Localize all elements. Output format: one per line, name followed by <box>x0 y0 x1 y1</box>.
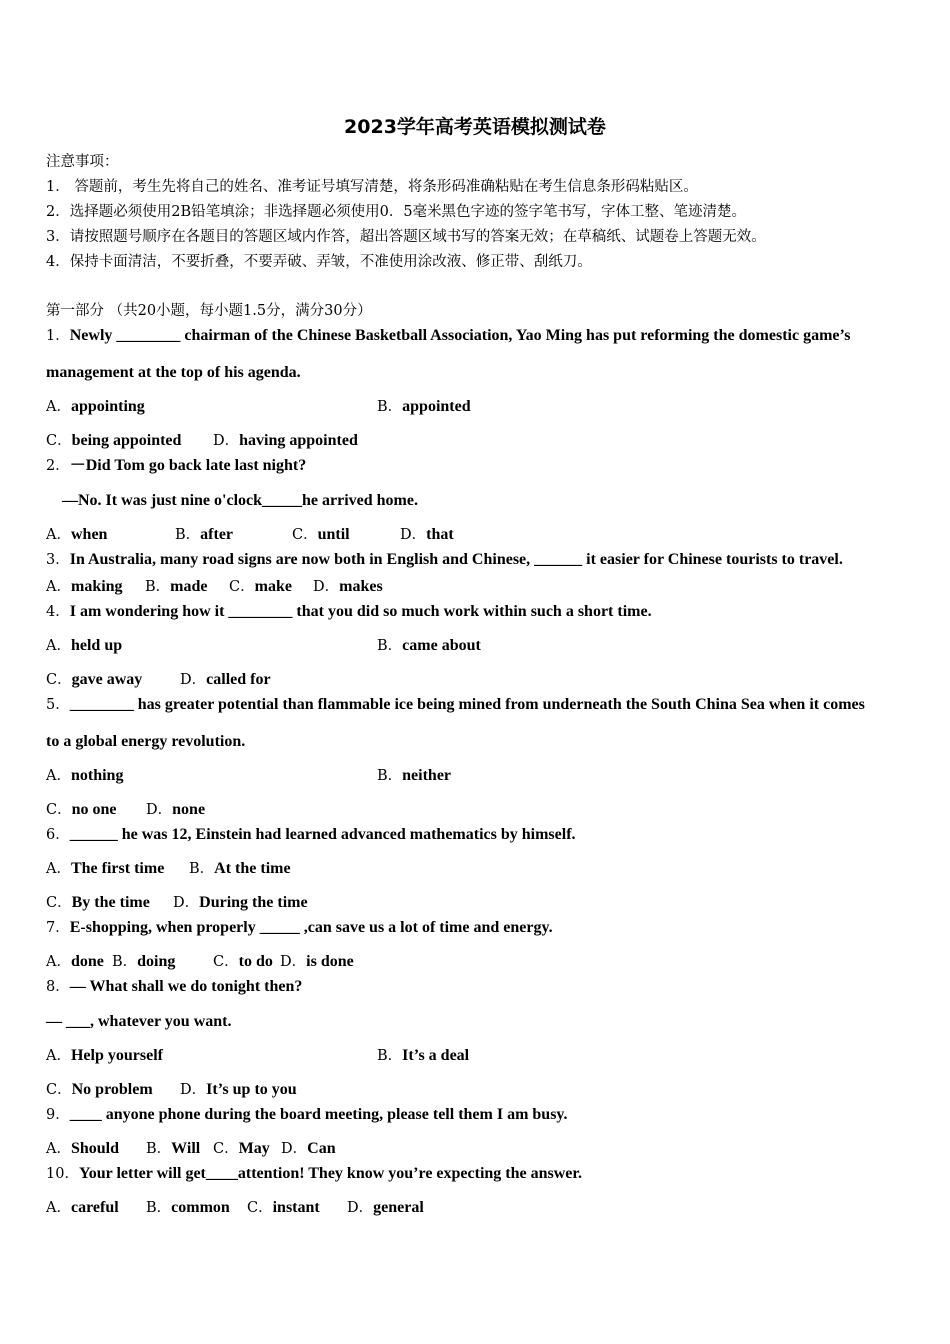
option-b: B．after <box>175 526 234 543</box>
notice-item: 1． 答题前，考生先将自己的姓名、准考证号填写清楚，将条形码准确粘贴在考生信息条形码粘贴区。 <box>46 179 698 195</box>
option-b: B．neither <box>377 767 452 784</box>
option-a: A．The first time <box>46 860 165 877</box>
option-b: B．came about <box>377 637 481 654</box>
question-2-stem <box>46 456 306 476</box>
question-text: Your letter will get____attention! They know you’re expecting the answer. <box>78 1165 583 1182</box>
question-9-stem <box>46 1105 568 1125</box>
question-number: 4． <box>46 604 70 620</box>
option-d: D．general <box>347 1199 424 1216</box>
question-10-stem <box>46 1164 582 1184</box>
option-a: A．appointing <box>46 398 145 415</box>
option-b: B．doing <box>112 953 176 970</box>
question-3-stem <box>46 550 843 570</box>
notice-item: 3．请按照题号顺序在各题目的答题区域内作答，超出答题区域书写的答案无效；在草稿纸、试题卷上答题无效。 <box>46 229 766 245</box>
option-d: D．having appointed <box>213 432 358 449</box>
question-1-stem <box>46 326 850 346</box>
notice-heading: 注意事项： <box>46 154 119 170</box>
question-8-stem <box>46 977 302 997</box>
question-text: to a global energy revolution. <box>46 733 246 750</box>
option-c: C．make <box>229 578 292 595</box>
question-text: ______ he was 12, Einstein had learned advanced mathematics by himself. <box>69 826 576 843</box>
option-c: C．to do <box>213 953 273 970</box>
option-b: B．common <box>146 1199 230 1216</box>
option-d: D．called for <box>180 671 271 688</box>
option-b: B．made <box>145 578 208 595</box>
option-a: A．Help yourself <box>46 1047 163 1064</box>
option-b: B．appointed <box>377 398 471 415</box>
question-4-stem <box>46 602 652 622</box>
option-c: C．By the time <box>46 894 150 911</box>
question-text: －Did Tom go back late last night? <box>69 457 307 474</box>
question-number: 10． <box>46 1166 79 1182</box>
option-c: C．no one <box>46 801 117 818</box>
question-text: E-shopping, when properly _____ ,can save us a lot of time and energy. <box>69 919 553 936</box>
question-5-stem <box>46 695 865 715</box>
question-6-stem <box>46 825 576 845</box>
notice-item: 2．选择题必须使用2B铅笔填涂；非选择题必须使用0．5毫米黑色字迹的签字笔书写，字体工整、笔迹清楚。 <box>46 204 747 220</box>
question-text: management at the top of his agenda. <box>46 364 301 381</box>
option-a: A．Should <box>46 1140 120 1157</box>
option-b: B．At the time <box>189 860 291 877</box>
option-c: C．gave away <box>46 671 143 688</box>
question-number: 1． <box>46 328 70 344</box>
question-text: — ___, whatever you want. <box>46 1013 232 1030</box>
question-text: In Australia, many road signs are now both in English and Chinese, ______ it easier for Chinese tourists to travel. <box>69 551 843 568</box>
question-number: 2． <box>46 458 70 474</box>
question-text: —No. It was just nine o'clock_____he arrived home. <box>62 492 418 509</box>
section-heading: 第一部分 （共20小题，每小题1.5分，满分30分） <box>46 303 372 319</box>
question-number: 6． <box>46 827 70 843</box>
question-text: Newly ________ chairman of the Chinese Basketball Association, Yao Ming has put reforming the domestic game’s <box>69 327 851 344</box>
option-c: C．No problem <box>46 1081 153 1098</box>
option-a: A．nothing <box>46 767 124 784</box>
option-b: B．Will <box>146 1140 201 1157</box>
question-text: ____ anyone phone during the board meeting, please tell them I am busy. <box>69 1106 568 1123</box>
option-d: D．It’s up to you <box>180 1081 297 1098</box>
option-c: C．until <box>292 526 350 543</box>
option-d: D．During the time <box>173 894 308 911</box>
option-a: A．when <box>46 526 108 543</box>
question-7-stem <box>46 918 553 938</box>
question-number: 8． <box>46 979 70 995</box>
option-d: D．makes <box>313 578 383 595</box>
option-a: A．making <box>46 578 123 595</box>
option-d: D．Can <box>281 1140 336 1157</box>
option-c: C．instant <box>247 1199 320 1216</box>
option-c: C．May <box>213 1140 270 1157</box>
option-a: A．held up <box>46 637 123 654</box>
option-d: D．none <box>146 801 206 818</box>
question-text: ________ has greater potential than flammable ice being mined from underneath the South China Sea when it comes <box>69 696 865 713</box>
question-number: 5． <box>46 697 70 713</box>
option-c: C．being appointed <box>46 432 182 449</box>
option-d: D．is done <box>280 953 354 970</box>
question-number: 3． <box>46 552 70 568</box>
question-text: — What shall we do tonight then? <box>69 978 303 995</box>
question-number: 9． <box>46 1107 70 1123</box>
notice-item: 4．保持卡面清洁，不要折叠，不要弄破、弄皱，不准使用涂改液、修正带、刮纸刀。 <box>46 254 592 270</box>
page-title: 2023学年高考英语模拟测试卷 <box>344 116 606 138</box>
question-number: 7． <box>46 920 70 936</box>
option-b: B．It’s a deal <box>377 1047 470 1064</box>
question-text: I am wondering how it ________ that you did so much work within such a short time. <box>69 603 652 620</box>
option-a: A．careful <box>46 1199 119 1216</box>
option-d: D．that <box>400 526 454 543</box>
option-a: A．done <box>46 953 104 970</box>
